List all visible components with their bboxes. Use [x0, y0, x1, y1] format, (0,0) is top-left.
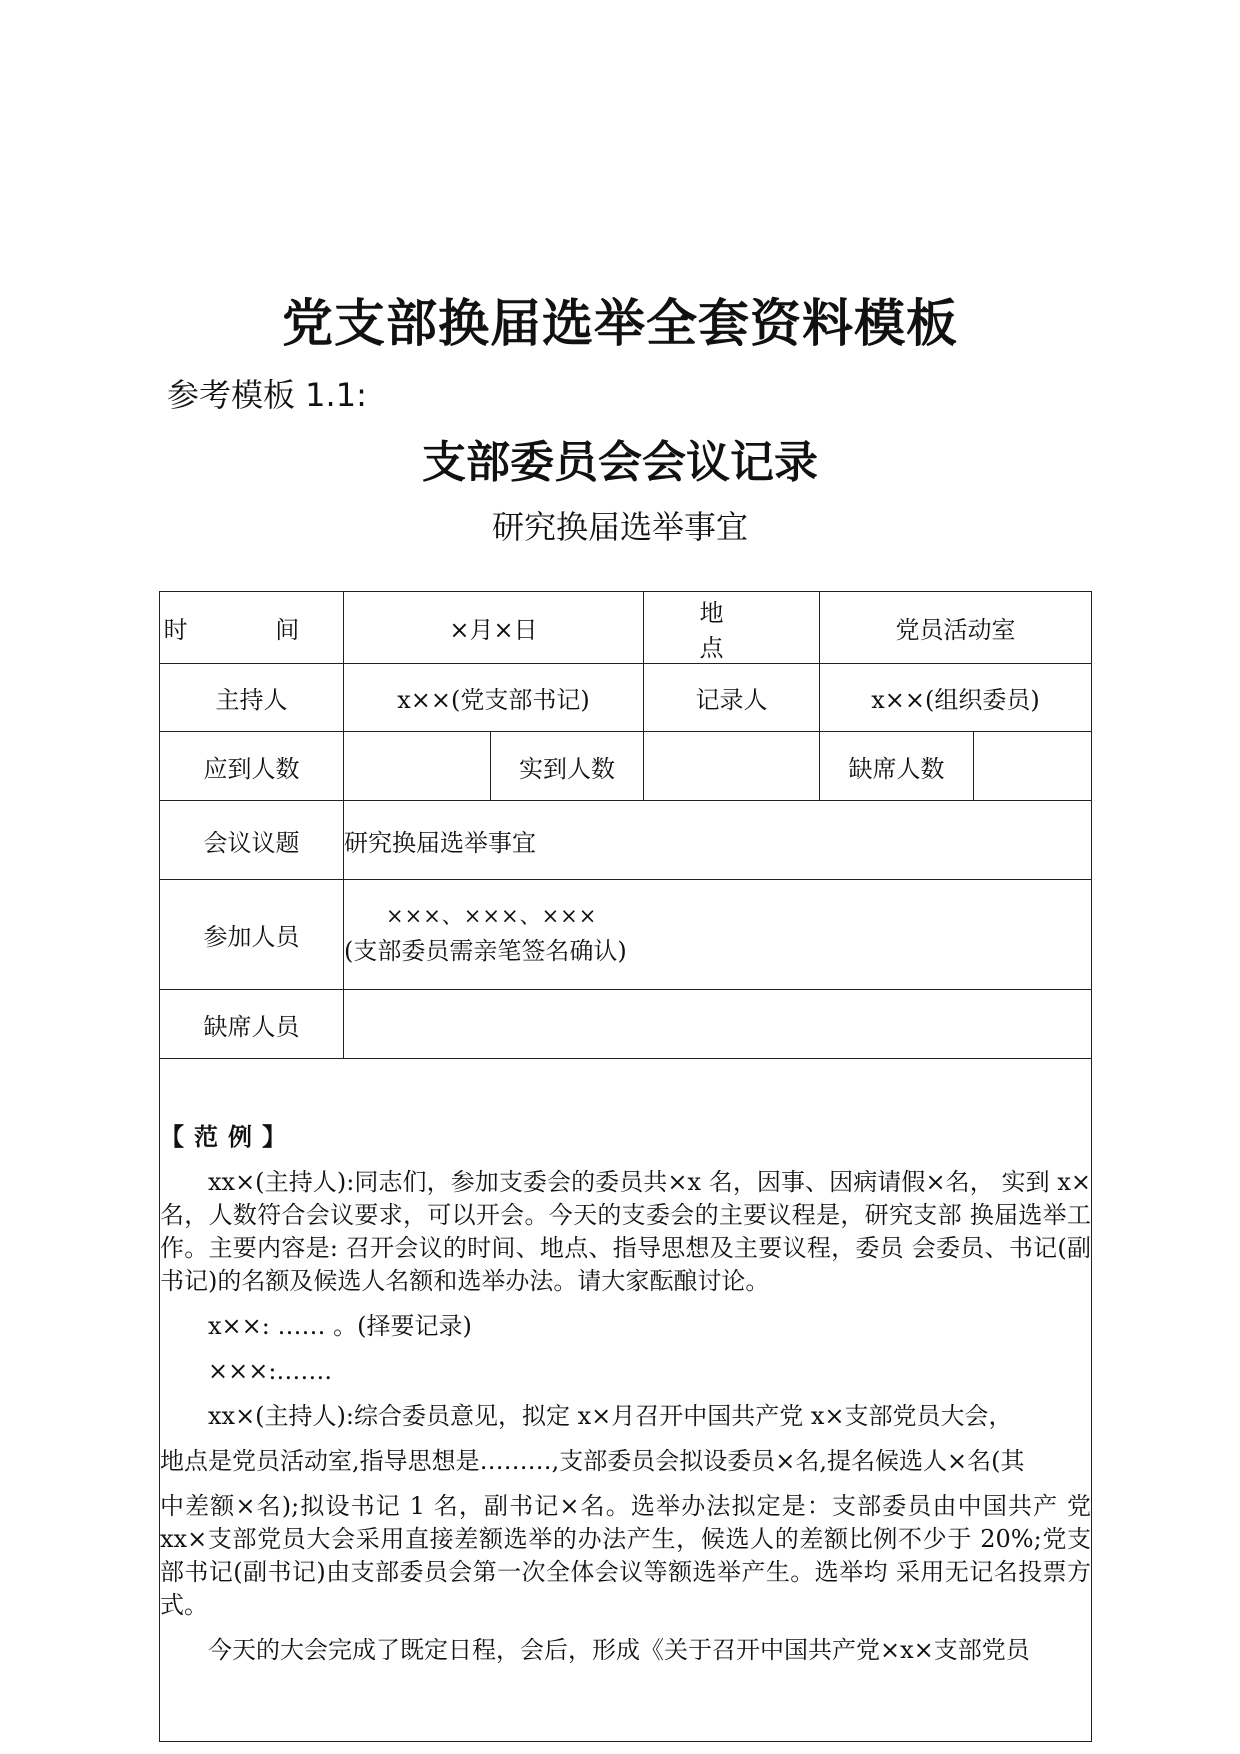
absent-count-label: 缺席人数 — [820, 732, 974, 801]
main-title: 党支部换届选举全套资料模板 — [281, 295, 958, 354]
table-row — [160, 592, 1092, 664]
table-row — [160, 664, 1092, 732]
expected-count-value — [344, 732, 491, 801]
document-title: 支部委员会会议记录 — [422, 437, 818, 488]
attendees-cell — [344, 880, 1092, 990]
example-section — [160, 1059, 1092, 1742]
topic-value: 研究换届选举事宜 — [344, 801, 1092, 880]
attendees-names: ×××、×××、××× — [386, 903, 598, 928]
meeting-record-table — [159, 591, 1092, 1742]
example-paragraph: xx×(主持人):同志们，参加支委会的委员共×x 名，因事、因病请假×名， 实到 x×名，人数符合会议要求，可以开会。今天的支委会的主要议程是，研究支部 换届选举工作。主要内容是: 召开会议的时间、地点、指导思想及主要议程，委员 会委员、书记(副书记)的名额及候选人名额和选举办法。请大家酝酿讨论。 — [160, 1168, 1091, 1295]
actual-count-label: 实到人数 — [491, 732, 644, 801]
recorder-value: x××(组织委员) — [820, 664, 1092, 732]
expected-count-label: 应到人数 — [160, 732, 344, 801]
topic-label: 会议议题 — [160, 801, 344, 880]
document-subtitle: 研究换届选举事宜 — [491, 508, 748, 546]
table-row — [160, 1059, 1092, 1742]
absentees-value — [344, 990, 1092, 1059]
host-label: 主持人 — [160, 664, 344, 732]
host-value: x××(党支部书记) — [344, 664, 644, 732]
reference-template-label: 参考模板 1.1: — [167, 376, 367, 414]
table-row — [160, 801, 1092, 880]
table-row — [160, 990, 1092, 1059]
time-label: 时 间 — [160, 592, 344, 664]
place-label: 地 点 — [644, 592, 820, 664]
example-paragraph: 中差额×名);拟设书记 1 名，副书记×名。选举办法拟定是：支部委员由中国共产 党 xx×支部党员大会采用直接差额选举的办法产生，候选人的差额比例不少于 20%;党支部书记(副书记)由支部委员会第一次全体会议等额选举产生。选举均 采用无记名投票方式。 — [160, 1492, 1091, 1619]
example-paragraph: 今天的大会完成了既定日程，会后，形成《关于召开中国共产党×x×支部党员 — [208, 1636, 1030, 1664]
example-paragraph: xx×(主持人):综合委员意见，拟定 x×月召开中国共产党 x×支部党员大会， — [208, 1402, 1013, 1430]
table-row — [160, 732, 1092, 801]
table-row — [160, 880, 1092, 990]
time-value: ×月×日 — [344, 592, 644, 664]
place-value: 党员活动室 — [820, 592, 1092, 664]
example-header: 【范例】 — [160, 1123, 296, 1151]
attendees-signature-note: (支部委员需亲笔签名确认) — [344, 936, 627, 965]
example-paragraph: x××: …… 。(择要记录) — [208, 1312, 472, 1340]
attendees-label: 参加人员 — [160, 880, 344, 990]
absentees-label: 缺席人员 — [160, 990, 344, 1059]
absent-count-value — [974, 732, 1092, 801]
recorder-label: 记录人 — [644, 664, 820, 732]
example-paragraph: 地点是党员活动室,指导思想是………,支部委员会拟设委员×名,提名候选人×名(其 — [160, 1447, 1025, 1475]
actual-count-value — [644, 732, 820, 801]
example-paragraph: ×××:……. — [208, 1357, 333, 1385]
